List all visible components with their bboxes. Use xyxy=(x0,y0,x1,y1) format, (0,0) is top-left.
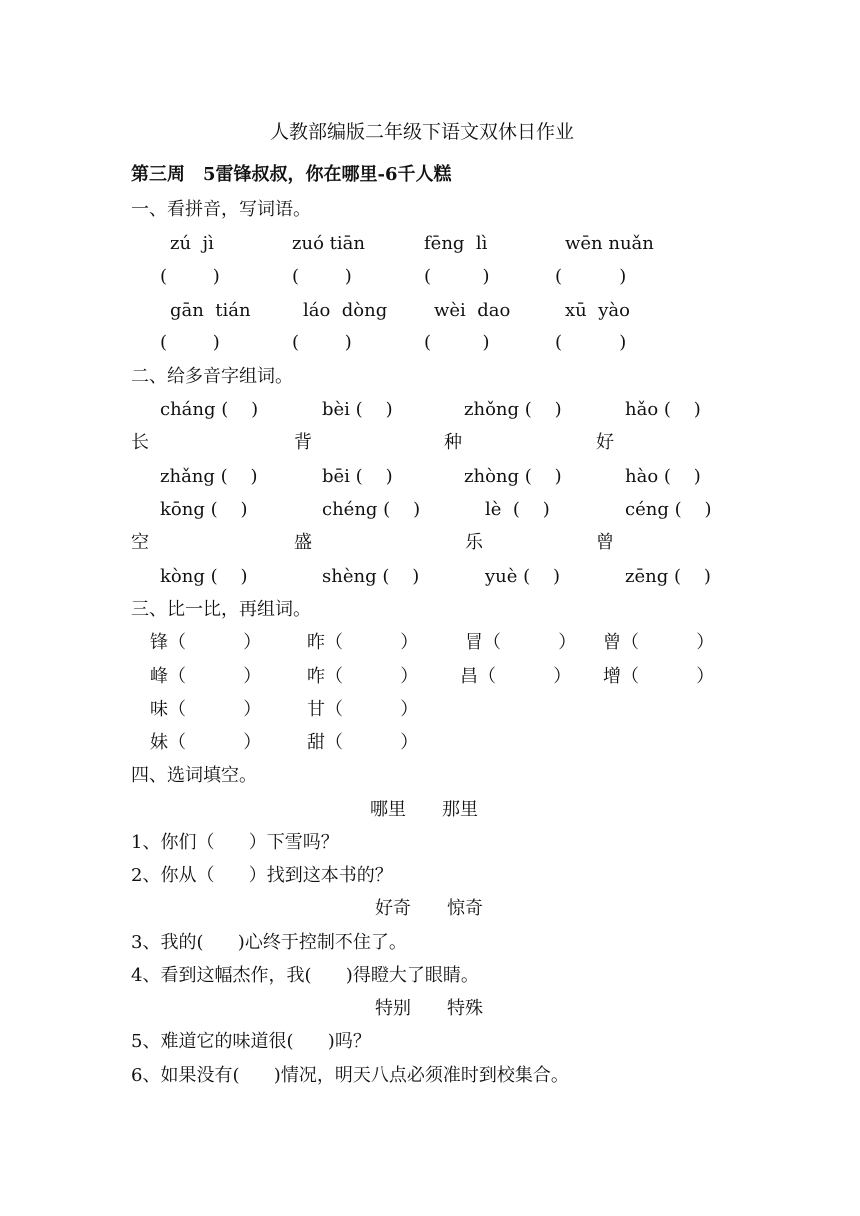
pinyin-2: zuó tiān xyxy=(292,233,365,254)
polyphone-char: 好 xyxy=(596,432,614,453)
word-choices: 哪里 那里 xyxy=(370,799,478,820)
blank: ( ) xyxy=(555,266,627,287)
polyphone-char: 长 xyxy=(131,432,149,453)
pinyin-4: wēn nuǎn xyxy=(565,233,654,254)
question: 5、难道它的味道很( )吗？ xyxy=(131,1031,371,1052)
polyphone-reading: cháng ( ) xyxy=(160,399,259,420)
blank: ( ) xyxy=(292,266,352,287)
pinyin-8: xū yào xyxy=(565,300,630,321)
section4-heading: 四、选词填空。 xyxy=(131,765,257,786)
section3-heading: 三、比一比，再组词。 xyxy=(131,599,311,620)
polyphone-char: 种 xyxy=(444,432,462,453)
polyphone-reading: chéng ( ) xyxy=(322,499,421,520)
compare-item: 甘（ ） xyxy=(307,699,419,720)
compare-item: 昌（ ） xyxy=(460,666,572,687)
polyphone-reading: zēng ( ) xyxy=(625,566,711,587)
polyphone-reading: yuè ( ) xyxy=(485,566,561,587)
pinyin-6: láo dòng xyxy=(303,300,388,321)
compare-item: 甜（ ） xyxy=(307,732,419,753)
polyphone-reading: hào ( ) xyxy=(625,466,701,487)
polyphone-reading: lè ( ) xyxy=(485,499,550,520)
page-title: 人教部编版二年级下语文双休日作业 xyxy=(270,121,575,143)
pinyin-7: wèi dao xyxy=(434,300,511,321)
polyphone-char: 曾 xyxy=(596,532,614,553)
question: 2、你从（ ）找到这本书的？ xyxy=(131,865,393,886)
blank: ( ) xyxy=(424,332,490,353)
compare-item: 峰（ ） xyxy=(150,666,262,687)
question: 1、你们（ ）下雪吗？ xyxy=(131,832,339,853)
section1-heading: 一、看拼音，写词语。 xyxy=(131,199,311,220)
polyphone-char: 乐 xyxy=(465,532,483,553)
pinyin-3: fēng lì xyxy=(424,233,488,254)
word-choices: 特别 特殊 xyxy=(375,998,483,1019)
compare-item: 昨（ ） xyxy=(307,632,419,653)
question: 3、我的( )心终于控制不住了。 xyxy=(131,932,407,953)
pinyin-5: gān tián xyxy=(170,300,251,321)
polyphone-char: 空 xyxy=(131,532,149,553)
polyphone-reading: bèi ( ) xyxy=(322,399,393,420)
section2-heading: 二、给多音字组词。 xyxy=(131,366,293,387)
polyphone-reading: shèng ( ) xyxy=(322,566,420,587)
blank: ( ) xyxy=(555,332,627,353)
compare-item: 味（ ） xyxy=(150,699,262,720)
polyphone-reading: zhǎng ( ) xyxy=(160,466,258,487)
polyphone-reading: kōng ( ) xyxy=(160,499,248,520)
blank: ( ) xyxy=(424,266,490,287)
compare-item: 妹（ ） xyxy=(150,732,262,753)
word-choices: 好奇 惊奇 xyxy=(375,898,483,919)
blank: ( ) xyxy=(292,332,352,353)
compare-item: 曾（ ） xyxy=(603,632,715,653)
blank: ( ) xyxy=(160,266,220,287)
compare-item: 锋（ ） xyxy=(150,632,262,653)
polyphone-reading: zhǒng ( ) xyxy=(464,399,562,420)
polyphone-reading: zhòng ( ) xyxy=(464,466,562,487)
blank: ( ) xyxy=(160,332,220,353)
polyphone-reading: céng ( ) xyxy=(625,499,712,520)
polyphone-reading: kòng ( ) xyxy=(160,566,248,587)
polyphone-reading: hǎo ( ) xyxy=(625,399,701,420)
question: 6、如果没有( )情况，明天八点必须准时到校集合。 xyxy=(131,1065,569,1086)
polyphone-char: 背 xyxy=(294,432,312,453)
question: 4、看到这幅杰作，我( )得瞪大了眼睛。 xyxy=(131,965,479,986)
pinyin-1: zú jì xyxy=(170,233,214,254)
compare-item: 冒（ ） xyxy=(465,632,577,653)
polyphone-reading: bēi ( ) xyxy=(322,466,393,487)
compare-item: 增（ ） xyxy=(603,666,715,687)
compare-item: 咋（ ） xyxy=(307,666,419,687)
polyphone-char: 盛 xyxy=(294,532,312,553)
page-subtitle: 第三周 5雷锋叔叔，你在哪里-6千人糕 xyxy=(131,164,452,185)
